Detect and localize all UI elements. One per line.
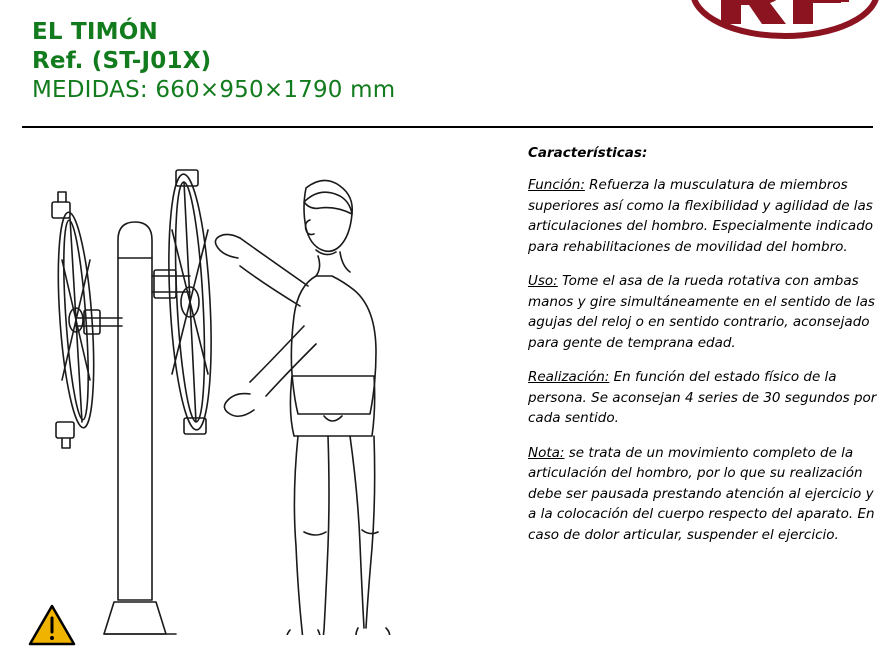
page-title: EL TIMÓN [32, 19, 158, 45]
section-uso-lead: Uso: [528, 273, 558, 289]
exercise-machine-diagram [18, 140, 488, 635]
section-funcion [528, 175, 878, 257]
rf-logo [677, 0, 887, 62]
product-reference: Ref. (ST-J01X) [32, 48, 212, 74]
characteristics-heading: Características: [528, 145, 648, 161]
document-header [0, 0, 895, 122]
header-divider [22, 126, 873, 128]
section-uso-text: Tome el asa de la rueda rotativa con ambas manos y gire simultáneamente en el sentido de las agujas del reloj o en sentido contrario, aconsejado para gente de temprana edad. [528, 273, 875, 351]
section-funcion-text: Refuerza la musculatura de miembros superiores así como la flexibilidad y agilidad de las articulaciones del hombro. Especialmente indicado para rehabilitaciones de movilidad del hombro. [528, 177, 874, 255]
section-realizacion-lead: Realización: [528, 369, 610, 385]
section-nota-text: se trata de un movimiento completo de la articulación del hombro, por lo que su realización debe ser pausada prestando atención al ejercicio y a la colocación del cuerpo respecto del aparato. En caso de dolor articular, suspender el ejercicio. [528, 444, 875, 543]
product-dimensions: MEDIDAS: 660×950×1790 mm [32, 77, 396, 103]
section-realizacion-text: En función del estado físico de la persona. Se aconsejan 4 series de 30 segundos por cada sentido. [528, 369, 877, 426]
section-realizacion [528, 367, 878, 429]
characteristics-panel [528, 145, 878, 559]
warning-triangle [28, 604, 76, 646]
section-funcion-lead: Función: [528, 177, 585, 193]
section-nota-lead: Nota: [528, 444, 565, 461]
section-nota [528, 443, 878, 546]
title-block [32, 18, 395, 105]
section-uso [528, 271, 878, 353]
